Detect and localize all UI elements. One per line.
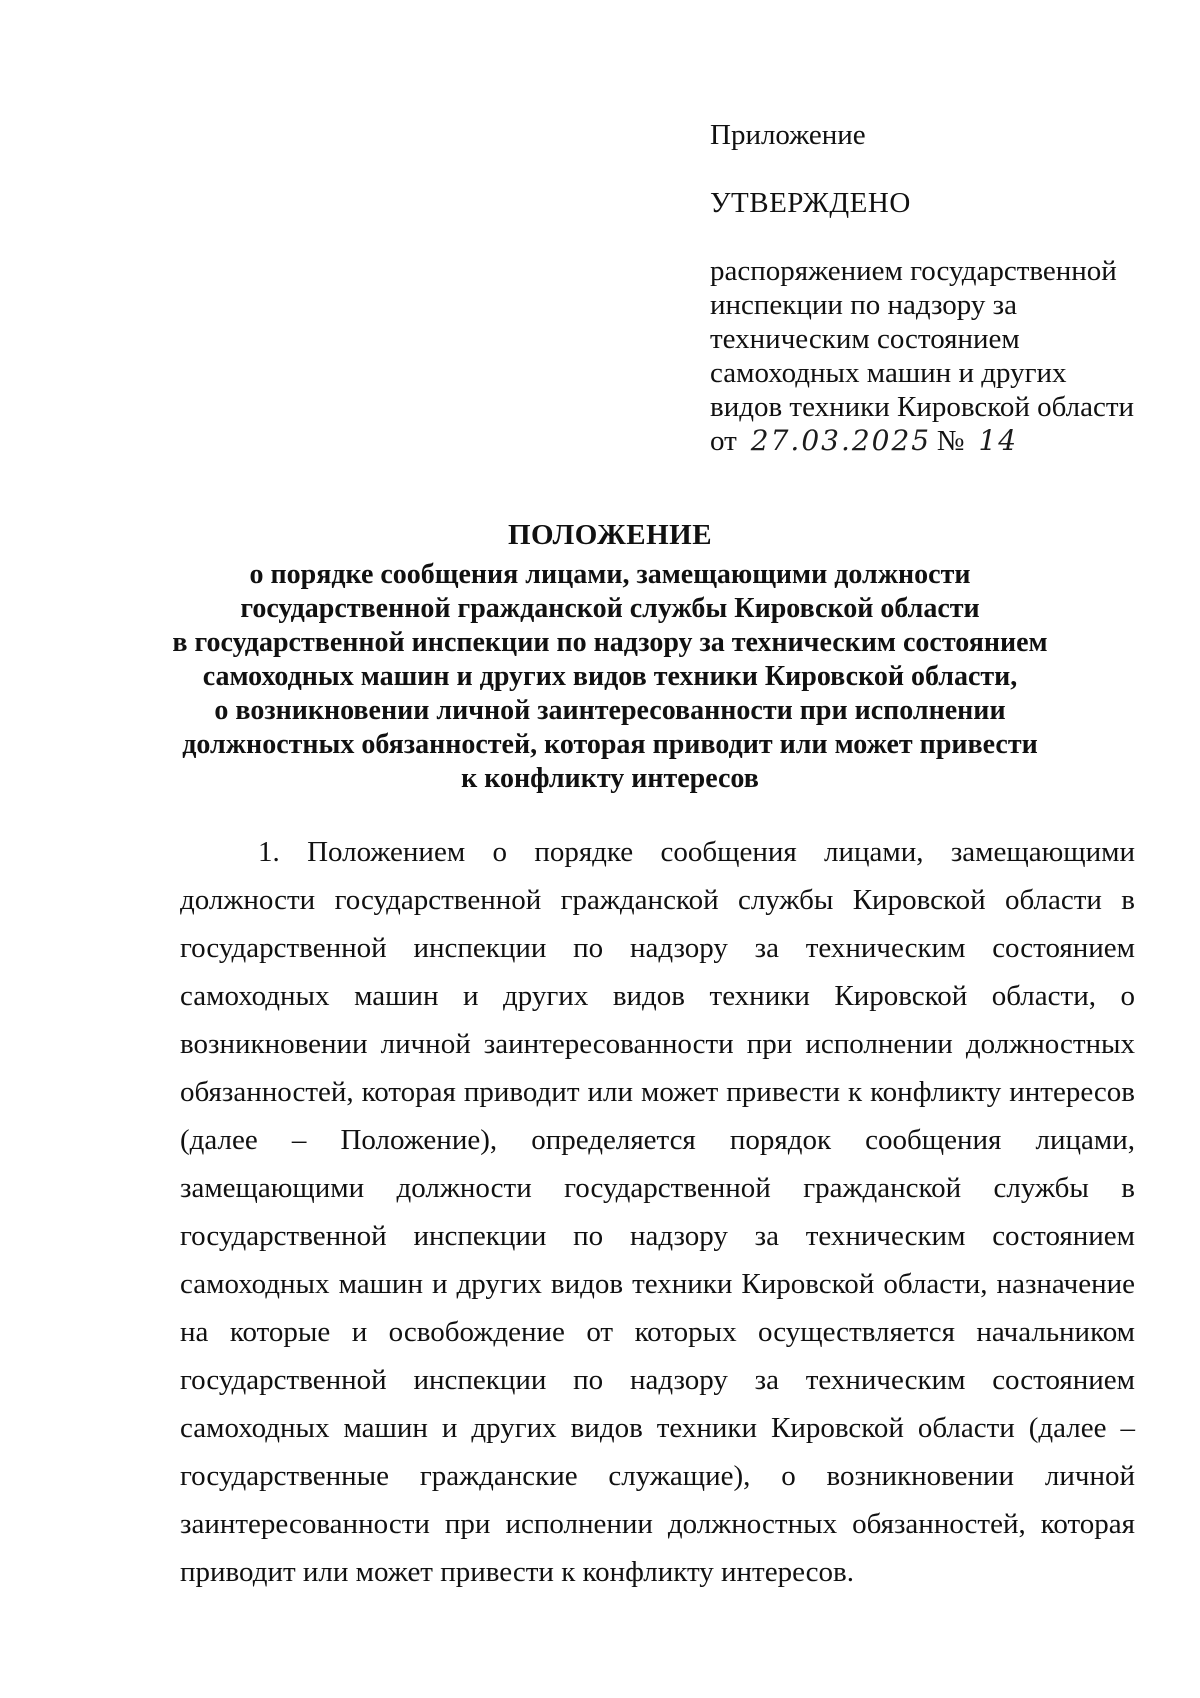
- document-body: [180, 828, 1135, 1596]
- document-subtitle: о порядке сообщения лицами, замещающими должности государственной гражданской службы Кировской области в государственной инспекции по надзору за техническим состоянием самоходных машин и других видов техники Кировской области, о возникновении личной заинтересованности при исполнении должностных обязанностей, которая приводит или может привести к конфликту интересов: [172, 559, 1048, 794]
- appendix-block: [710, 118, 1160, 464]
- paragraph-1: 1. Положением о порядке сообщения лицами, замещающими должности государственной гражданской службы Кировской области в государственной инспекции по надзору за техническим состоянием самоходных машин и других видов техники Кировской области, о возникновении личной заинтересованности при исполнении должностных обязанностей, которая приводит или может привести к конфликту интересов (далее – Положение), определяется порядок сообщения лицами, замещающими должности государственной гражданской службы в государственной инспекции по надзору за техническим состоянием самоходных машин и других видов техники Кировской области, назначение на которые и освобождение от которых осуществляется начальником государственной инспекции по надзору за техническим состоянием самоходных машин и других видов техники Кировской области (далее – государственные гражданские служащие), о возникновении личной заинтересованности при исполнении должностных обязанностей, которая приводит или может привести к конфликту интересов.: [180, 836, 1135, 1588]
- order-line: [710, 424, 1160, 464]
- order-date-handwritten: 27.03.2025: [750, 424, 932, 457]
- appendix-label: Приложение: [710, 119, 866, 151]
- order-prefix: от: [710, 425, 737, 457]
- order-number-sign: №: [936, 425, 965, 457]
- order-number-handwritten: 14: [978, 424, 1019, 457]
- approved-stamp-text: УТВЕРЖДЕНО: [710, 187, 911, 219]
- approved-by-text: распоряжением государственной инспекции по надзору за техническим состоянием самоходных машин и других видов техники Кировской области: [710, 255, 1135, 423]
- document-title-block: [150, 518, 1070, 796]
- document-title: ПОЛОЖЕНИЕ: [507, 519, 713, 551]
